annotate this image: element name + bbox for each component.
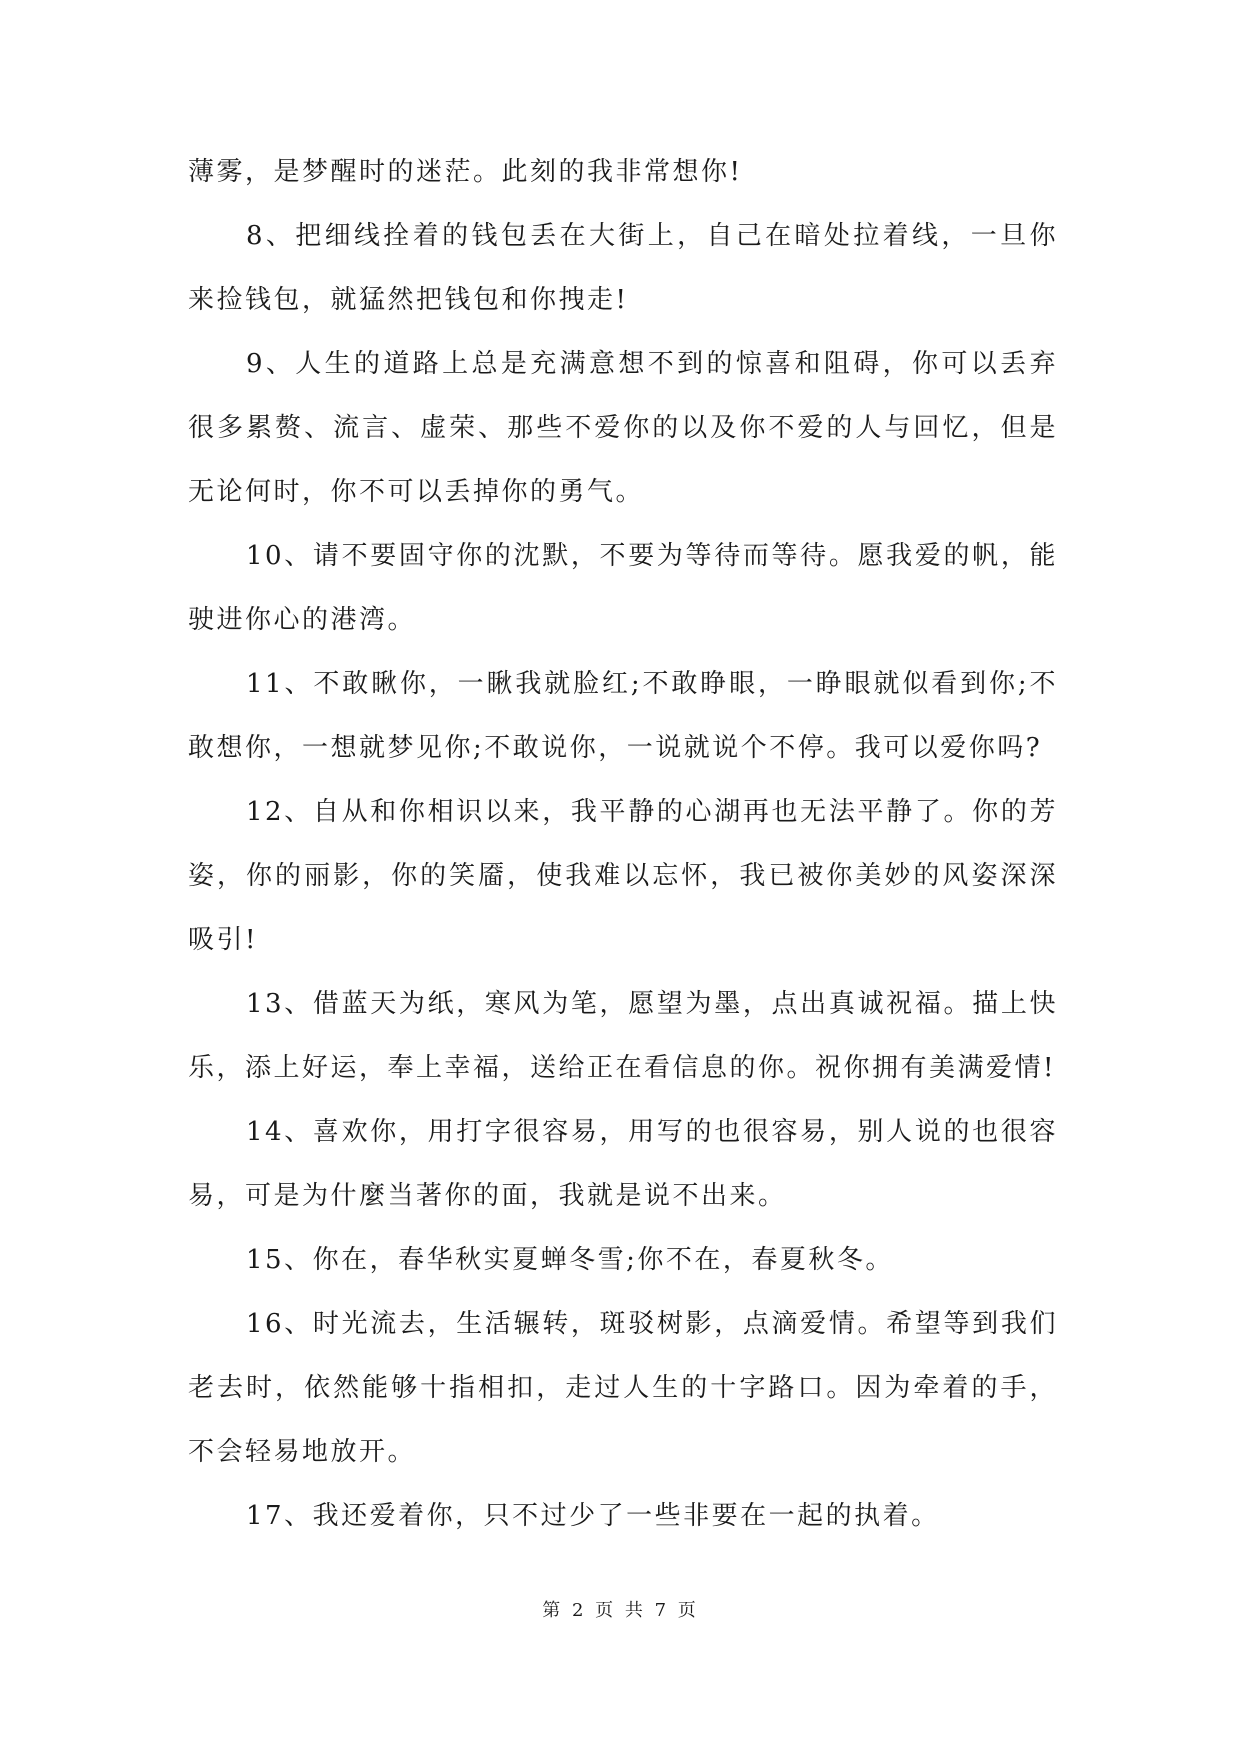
paragraph: 12、自从和你相识以来，我平静的心湖再也无法平静了。你的芳姿，你的丽影，你的笑靥，使我难以忘怀，我已被你美妙的风姿深深吸引! bbox=[188, 797, 1058, 955]
paragraph: 11、不敢瞅你，一瞅我就脸红;不敢睁眼，一睁眼就似看到你;不敢想你，一想就梦见你;不敢说你，一说就说个不停。我可以爱你吗? bbox=[188, 669, 1058, 763]
paragraph: 14、喜欢你，用打字很容易，用写的也很容易，别人说的也很容易，可是为什麼当著你的面，我就是说不出来。 bbox=[188, 1117, 1058, 1211]
paragraph: 8、把细线拴着的钱包丢在大街上，自己在暗处拉着线，一旦你来捡钱包，就猛然把钱包和你拽走! bbox=[188, 221, 1058, 315]
paragraph: 17、我还爱着你，只不过少了一些非要在一起的执着。 bbox=[246, 1501, 940, 1531]
paragraph: 15、你在，春华秋实夏蝉冬雪;你不在，春夏秋冬。 bbox=[246, 1245, 894, 1275]
paragraph: 13、借蓝天为纸，寒风为笔，愿望为墨，点出真诚祝福。描上快乐，添上好运，奉上幸福，送给正在看信息的你。祝你拥有美满爱情! bbox=[188, 989, 1058, 1083]
paragraph: 10、请不要固守你的沈默，不要为等待而等待。愿我爱的帆，能驶进你心的港湾。 bbox=[188, 541, 1058, 635]
paragraph: 薄雾，是梦醒时的迷茫。此刻的我非常想你! bbox=[188, 157, 743, 187]
paragraph: 9、人生的道路上总是充满意想不到的惊喜和阻碍，你可以丢弃很多累赘、流言、虚荣、那些不爱你的以及你不爱的人与回忆，但是无论何时，你不可以丢掉你的勇气。 bbox=[188, 349, 1058, 507]
document-body bbox=[188, 140, 1058, 1548]
paragraph: 16、时光流去，生活辗转，斑驳树影，点滴爱情。希望等到我们老去时，依然能够十指相扣，走过人生的十字路口。因为牵着的手，不会轻易地放开。 bbox=[188, 1309, 1058, 1467]
page-footer: 第 2 页 共 7 页 bbox=[542, 1600, 699, 1621]
